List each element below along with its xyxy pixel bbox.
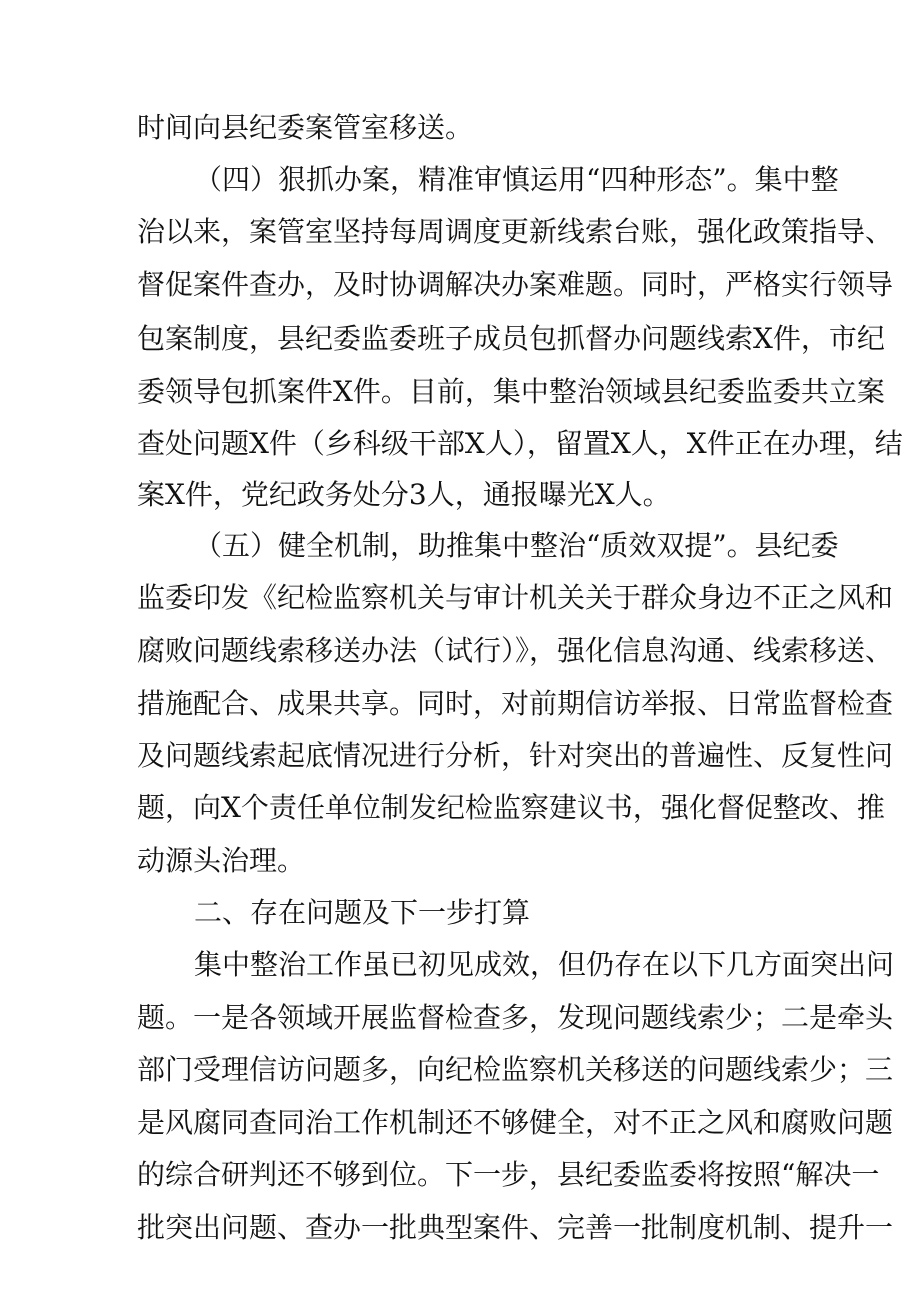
text-line-content: 题，向X个责任单位制发纪检监察建议书，强化督促整改、推: [137, 791, 885, 824]
text-line: [0, 314, 920, 364]
text-line-content: 及问题线索起底情况进行分析，针对突出的普遍性、反复性问: [137, 739, 894, 772]
text-line: [0, 103, 920, 153]
text-line-content: （四）狠抓办案，精准审慎运用“四种形态”。集中整: [194, 163, 839, 196]
text-line-content: 督促案件查办，及时协调解决办案难题。同时，严格实行领导: [137, 268, 894, 301]
text-line: [0, 626, 920, 676]
text-line-content: 监委印发《纪检监察机关与审计机关关于群众身边不正之风和: [137, 581, 894, 614]
paragraph-heading-five: [0, 521, 920, 571]
paragraph-start: [0, 940, 920, 990]
text-line-content: 查处问题X件（乡科级干部X人），留置X人，X件正在办理，结: [137, 427, 903, 460]
text-line: [0, 367, 920, 417]
text-line-content: 的综合研判还不够到位。下一步，县纪委监委将按照“解决一: [137, 1158, 880, 1191]
text-line: [0, 573, 920, 623]
text-line: [0, 993, 920, 1043]
text-line: [0, 679, 920, 729]
text-line: [0, 1203, 920, 1253]
text-line: [0, 783, 920, 833]
text-line-content: 批突出问题、查办一批典型案件、完善一批制度机制、提升一: [137, 1211, 894, 1244]
text-line: [0, 260, 920, 310]
text-line-content: 题。一是各领域开展监督检查多，发现问题线索少；二是牵头: [137, 1001, 894, 1034]
text-line: [0, 1150, 920, 1200]
paragraph-heading-four: [0, 155, 920, 205]
text-line-content: 案X件，党纪政务处分3人，通报曝光X人。: [137, 478, 671, 511]
text-line-content: 腐败问题线索移送办法（试行）》，强化信息沟通、线索移送、: [137, 634, 894, 667]
text-line-content: 治以来，案管室坚持每周调度更新线索台账，强化政策指导、: [137, 215, 894, 248]
text-line-content: 二、存在问题及下一步打算: [194, 896, 531, 929]
text-line-content: 是风腐同查同治工作机制还不够健全，对不正之风和腐败问题: [137, 1106, 894, 1139]
section-heading: [0, 888, 920, 938]
text-line-content: 部门受理信访问题多，向纪检监察机关移送的问题线索少；三: [137, 1053, 894, 1086]
text-line: [0, 207, 920, 257]
text-line: [0, 731, 920, 781]
text-line-content: 包案制度，县纪委监委班子成员包抓督办问题线索X件，市纪: [137, 322, 885, 355]
text-line: [0, 470, 920, 520]
text-line: [0, 1045, 920, 1095]
text-line-content: 委领导包抓案件X件。目前，集中整治领域县纪委监委共立案: [137, 375, 885, 408]
text-line-content: 动源头治理。: [137, 844, 306, 877]
text-line-content: 时间向县纪委案管室移送。: [137, 111, 474, 144]
text-line-content: （五）健全机制，助推集中整治“质效双提”。县纪委: [194, 529, 839, 562]
text-line-content: 集中整治工作虽已初见成效，但仍存在以下几方面突出问: [194, 948, 895, 981]
text-line: [0, 1098, 920, 1148]
text-line-content: 措施配合、成果共享。同时，对前期信访举报、日常监督检查: [137, 687, 894, 720]
text-line: [0, 836, 920, 886]
text-line: [0, 419, 920, 469]
